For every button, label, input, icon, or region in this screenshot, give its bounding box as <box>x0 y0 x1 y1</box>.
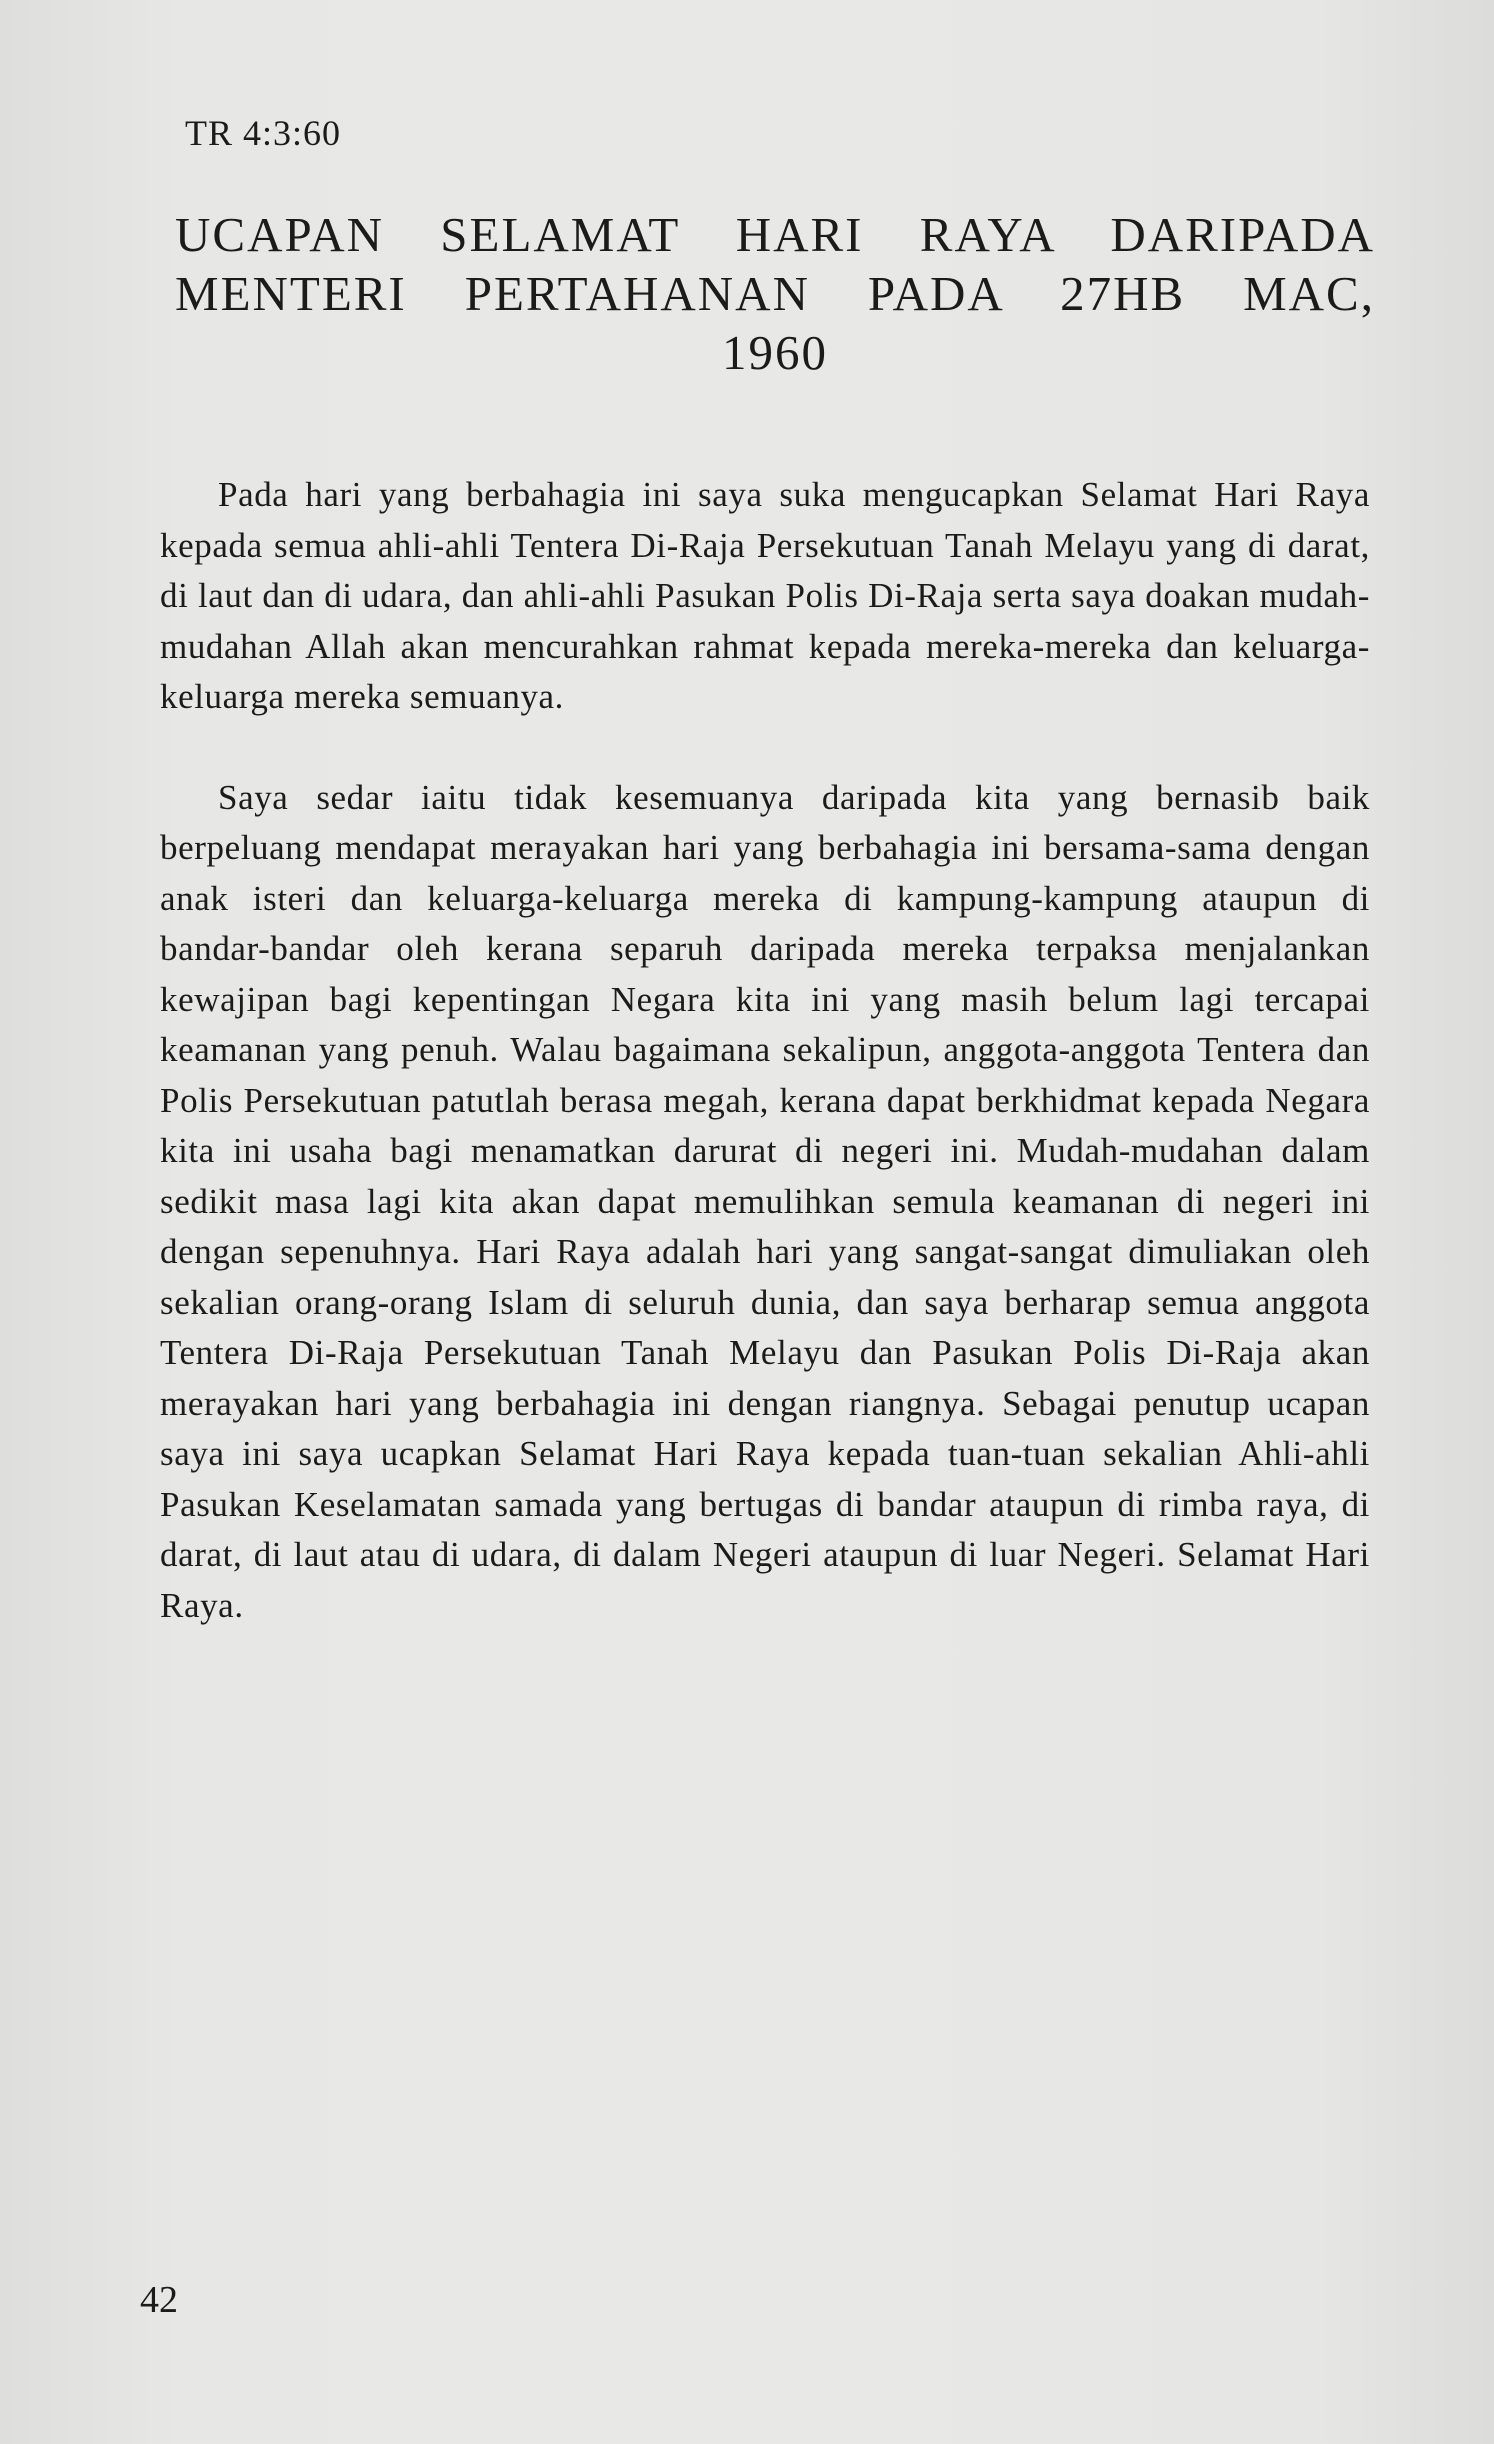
paragraph-1: Pada hari yang berbahagia ini saya suka mengucapkan Selamat Hari Raya kepada semua ahli-ahli Tentera Di-Raja Persekutuan Tanah Melayu yang di darat, di laut dan di udara, dan ahli-ahli Pasukan Polis Di-Raja serta saya doakan mudah-mudahan Allah akan mencurahkan rahmat kepada mereka-mereka dan keluarga-keluarga mereka semuanya. <box>160 475 1370 716</box>
paragraph-2: Saya sedar iaitu tidak kesemuanya daripada kita yang bernasib baik berpeluang mendapat merayakan hari yang berbahagia ini bersama-sama dengan anak isteri dan keluarga-keluarga mereka di kampung-kampung ataupun di bandar-bandar oleh kerana separuh daripada mereka terpaksa menjalankan kewajipan bagi kepentingan Negara kita ini yang masih belum lagi tercapai keamanan yang penuh. Walau bagaimana sekalipun, anggota-anggota Tentera dan Polis Persekutuan patutlah berasa megah, kerana dapat berkhidmat kepada Negara kita ini usaha bagi menamatkan darurat di negeri ini. Mudah-mudahan dalam sedikit masa lagi kita akan dapat memulihkan semula keamanan di negeri ini dengan sepenuhnya. Hari Raya adalah hari yang sangat-sangat dimuliakan oleh sekalian orang-orang Islam di seluruh dunia, dan saya berharap semua anggota Tentera Di-Raja Persekutuan Tanah Melayu dan Pasukan Polis Di-Raja akan merayakan hari yang berbahagia ini dengan riangnya. Sebagai penutup ucapan saya ini saya ucapkan Selamat Hari Raya kepada tuan-tuan sekalian Ahli-ahli Pasukan Keselamatan samada yang bertugas di bandar ataupun di rimba raya, di darat, di laut atau di udara, di dalam Negeri ataupun di luar Negeri. Selamat Hari Raya. <box>160 777 1370 1625</box>
document-reference: TR 4:3:60 <box>185 113 342 153</box>
title-line-1: UCAPAN SELAMAT HARI RAYA DARIPADA <box>175 207 1375 262</box>
document-title <box>175 205 1375 382</box>
document-body <box>160 470 1370 1681</box>
title-line-3: 1960 <box>722 325 828 380</box>
title-line-2: MENTERI PERTAHANAN PADA 27HB MAC, <box>175 266 1375 321</box>
page-number: 42 <box>140 2279 178 2321</box>
